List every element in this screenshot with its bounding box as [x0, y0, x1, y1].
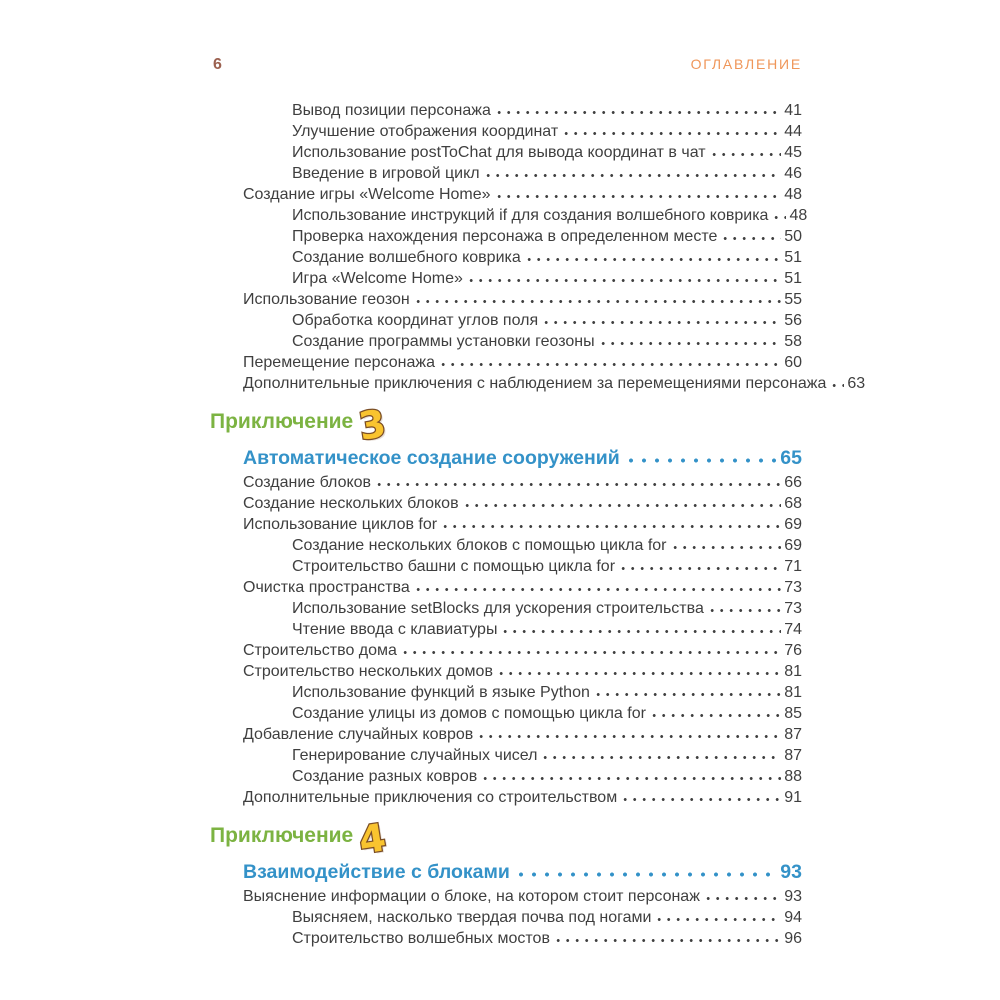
entry-title: Создание разных ковров — [292, 768, 478, 785]
toc-entry — [210, 121, 802, 142]
toc-entry — [210, 787, 802, 808]
toc-entry — [210, 493, 802, 514]
entry-title: Создание волшебного коврика — [292, 249, 521, 266]
entry-page-number: 96 — [784, 930, 802, 947]
toc-entry — [210, 745, 802, 766]
entry-title: Создание программы установки геозоны — [292, 333, 595, 350]
dot-leader — [657, 908, 781, 922]
chapter-title: Взаимодействие с блоками — [243, 861, 510, 883]
dot-leader — [486, 164, 782, 178]
toc-entry — [210, 514, 802, 535]
entry-page-number: 76 — [784, 642, 802, 659]
toc-entry — [210, 184, 802, 205]
dot-leader — [832, 374, 844, 388]
entry-title: Генерирование случайных чисел — [292, 747, 538, 764]
entry-title: Чтение ввода с клавиатуры — [292, 621, 498, 638]
dot-leader — [652, 704, 781, 718]
entry-title: Перемещение персонажа — [243, 354, 435, 371]
toc-entry — [210, 619, 802, 640]
entry-page-number: 45 — [784, 144, 802, 161]
entry-title: Создание игры «Welcome Home» — [243, 186, 491, 203]
entry-title: Введение в игровой цикл — [292, 165, 480, 182]
dot-leader — [774, 206, 786, 220]
toc-entry — [210, 703, 802, 724]
entry-page-number: 73 — [784, 579, 802, 596]
entry-page-number: 94 — [784, 909, 802, 926]
entry-title: Создание блоков — [243, 474, 372, 491]
dot-leader — [497, 101, 781, 115]
toc-entry — [210, 724, 802, 745]
dot-leader — [441, 353, 781, 367]
page-header — [210, 55, 802, 74]
entry-page-number: 71 — [784, 558, 802, 575]
dot-leader — [465, 494, 782, 508]
toc-entry — [210, 682, 802, 703]
entry-title: Обработка координат углов поля — [292, 312, 539, 329]
dot-leader — [706, 887, 781, 901]
entry-page-number: 60 — [784, 354, 802, 371]
entry-title: Использование инструкций if для создания волшебного коврика — [292, 207, 769, 224]
entry-page-number: 68 — [784, 495, 802, 512]
entry-title: Использование циклов for — [243, 516, 438, 533]
entry-title: Дополнительные приключения с наблюдением за перемещениями персонажа — [243, 375, 827, 392]
dot-leader — [673, 536, 782, 550]
entry-page-number: 81 — [784, 663, 802, 680]
toc-entry — [210, 226, 802, 247]
entry-title: Строительство нескольких домов — [243, 663, 493, 680]
toc-entry — [210, 268, 802, 289]
entry-title: Улучшение отображения координат — [292, 123, 559, 140]
entry-page-number: 74 — [784, 621, 802, 638]
entry-title: Использование setBlocks для ускорения строительства — [292, 600, 704, 617]
entry-page-number: 51 — [784, 249, 802, 266]
entry-title: Строительство башни с помощью цикла for — [292, 558, 616, 575]
adventure-heading — [210, 401, 802, 449]
entry-title: Использование геозон — [243, 291, 410, 308]
entry-title: Проверка нахождения персонажа в определенном месте — [292, 228, 718, 245]
entry-title: Выясняем, насколько твердая почва под ногами — [292, 909, 652, 926]
dot-leader — [416, 290, 781, 304]
dot-leader — [469, 269, 781, 283]
entry-title: Создание улицы из домов с помощью цикла for — [292, 705, 646, 722]
entry-page-number: 88 — [784, 768, 802, 785]
dot-leader — [403, 641, 781, 655]
toc-entry — [210, 577, 802, 598]
entry-page-number: 87 — [784, 747, 802, 764]
entry-page-number: 55 — [784, 291, 802, 308]
entry-page-number: 93 — [784, 888, 802, 905]
dot-leader — [623, 788, 781, 802]
dot-leader — [443, 515, 781, 529]
dot-leader — [710, 599, 781, 613]
adventure-label: Приключение — [210, 410, 354, 433]
toc-entry — [210, 163, 802, 184]
dot-leader — [377, 473, 781, 487]
toc-entry — [210, 373, 866, 394]
entry-title: Создание нескольких блоков — [243, 495, 459, 512]
toc-entry — [210, 352, 802, 373]
page-number: 6 — [213, 56, 222, 73]
entry-page-number: 91 — [784, 789, 802, 806]
entry-title: Дополнительные приключения со строительством — [243, 789, 618, 806]
toc-entry — [210, 766, 802, 787]
adventure-number: 3 — [355, 401, 389, 449]
toc-entry — [210, 598, 802, 619]
entry-page-number: 48 — [789, 207, 808, 224]
toc-entry — [210, 310, 802, 331]
toc-entry — [210, 535, 802, 556]
dot-leader — [601, 332, 782, 346]
entry-page-number: 56 — [784, 312, 802, 329]
toc-entry — [210, 331, 802, 352]
dot-leader — [518, 862, 776, 878]
entry-title: Игра «Welcome Home» — [292, 270, 463, 287]
dot-leader — [544, 311, 781, 325]
dot-leader — [527, 248, 781, 262]
toc-entry — [210, 907, 802, 928]
adventure-heading — [210, 815, 802, 863]
entry-page-number: 69 — [784, 516, 802, 533]
chapter-block — [210, 815, 802, 949]
page-content — [210, 55, 866, 949]
dot-leader — [556, 929, 781, 943]
entry-page-number: 66 — [784, 474, 802, 491]
toc-list — [210, 100, 866, 949]
entry-page-number: 81 — [784, 684, 802, 701]
entry-page-number: 85 — [784, 705, 802, 722]
entry-title: Вывод позиции персонажа — [292, 102, 491, 119]
entry-title: Использование функций в языке Python — [292, 684, 590, 701]
entry-page-number: 51 — [784, 270, 802, 287]
entry-page-number: 87 — [784, 726, 802, 743]
dot-leader — [543, 746, 781, 760]
entry-title: Строительство волшебных мостов — [292, 930, 550, 947]
chapter-title-row — [210, 444, 802, 472]
toc-entry — [210, 472, 802, 493]
dot-leader — [479, 725, 781, 739]
entry-title: Использование postToChat для вывода координат в чат — [292, 144, 706, 161]
entry-page-number: 73 — [784, 600, 802, 617]
dot-leader — [712, 143, 782, 157]
entry-title: Добавление случайных ковров — [243, 726, 474, 743]
dot-leader — [497, 185, 782, 199]
toc-entry — [210, 886, 802, 907]
toc-entry — [210, 205, 808, 226]
entry-page-number: 69 — [784, 537, 802, 554]
toc-entry — [210, 928, 802, 949]
entry-title: Очистка пространства — [243, 579, 410, 596]
adventure-number: 4 — [355, 815, 389, 863]
dot-leader — [621, 557, 781, 571]
dot-leader — [416, 578, 781, 592]
chapter-block — [210, 401, 802, 808]
entry-page-number: 41 — [784, 102, 802, 119]
toc-entry — [210, 100, 802, 121]
toc-entry — [210, 556, 802, 577]
entry-page-number: 50 — [784, 228, 802, 245]
dot-leader — [499, 662, 781, 676]
running-header: ОГЛАВЛЕНИЕ — [690, 56, 802, 72]
entry-page-number: 46 — [784, 165, 802, 182]
adventure-label: Приключение — [210, 824, 354, 847]
toc-entry — [210, 247, 802, 268]
dot-leader — [503, 620, 781, 634]
entry-title: Создание нескольких блоков с помощью цикла for — [292, 537, 667, 554]
chapter-title-row — [210, 858, 802, 886]
toc-entry — [210, 661, 802, 682]
chapter-page-number: 65 — [780, 447, 802, 469]
toc-entry — [210, 142, 802, 163]
toc-entry — [210, 640, 802, 661]
toc-entry — [210, 289, 802, 310]
chapter-title: Автоматическое создание сооружений — [243, 447, 620, 469]
entry-page-number: 44 — [784, 123, 802, 140]
entry-title: Строительство дома — [243, 642, 397, 659]
dot-leader — [723, 227, 781, 241]
dot-leader — [483, 767, 781, 781]
chapter-page-number: 93 — [780, 861, 802, 883]
entry-page-number: 58 — [784, 333, 802, 350]
dot-leader — [564, 122, 781, 136]
dot-leader — [628, 448, 777, 464]
entry-title: Выяснение информации о блоке, на котором стоит персонаж — [243, 888, 700, 905]
entry-page-number: 63 — [847, 375, 866, 392]
dot-leader — [596, 683, 781, 697]
entry-page-number: 48 — [784, 186, 802, 203]
